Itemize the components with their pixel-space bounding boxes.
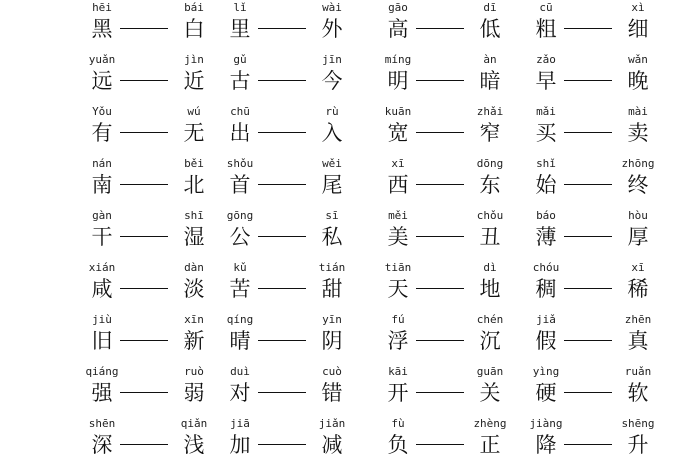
pinyin-left: gàn [92,209,112,222]
pinyin-left: shǒu [226,157,254,170]
pinyin-right: wěi [322,157,342,170]
hanzi-right: 尾 [321,173,343,197]
hanzi-left: 始 [535,173,557,197]
pair-dash [564,132,612,133]
pinyin-right: mài [628,105,648,118]
pair-dash [416,392,464,393]
pair-dash [258,80,306,81]
hanzi-left: 对 [229,381,251,405]
pinyin-right: shēng [621,417,655,430]
pair-dash [416,184,464,185]
pinyin-left: zǎo [536,53,556,66]
pinyin-left: kāi [388,365,408,378]
antonym-pair [516,417,666,469]
hanzi-left: 咸 [91,277,113,301]
pinyin-left: báo [536,209,556,222]
hanzi-right: 窄 [479,121,501,145]
hanzi-right: 升 [627,433,649,457]
pinyin-left: qiáng [85,365,119,378]
antonym-pair [210,261,360,313]
hanzi-right: 地 [479,277,501,301]
pair-dash [120,392,168,393]
hanzi-left: 高 [387,17,409,41]
hanzi-left: 出 [229,121,251,145]
antonym-pair [368,313,518,365]
pinyin-right: zhǎi [476,105,504,118]
antonym-pair [368,417,518,469]
hanzi-right: 浅 [183,433,205,457]
pinyin-right: yīn [322,313,342,326]
hanzi-left: 宽 [387,121,409,145]
pair-dash [120,80,168,81]
hanzi-right: 湿 [183,225,205,249]
pinyin-left: mǎi [536,105,556,118]
hanzi-right: 阴 [321,329,343,353]
pinyin-right: dōng [476,157,504,170]
pinyin-right: xī [631,261,645,274]
hanzi-right: 正 [479,433,501,457]
hanzi-left: 粗 [535,17,557,41]
pinyin-left: Yǒu [92,105,112,118]
pinyin-left: jiā [230,417,250,430]
hanzi-right: 稀 [627,277,649,301]
pinyin-left: kuān [384,105,412,118]
hanzi-right: 新 [183,329,205,353]
pinyin-left: hēi [92,1,112,14]
hanzi-right: 白 [183,17,205,41]
hanzi-right: 淡 [183,277,205,301]
antonym-pair [516,313,666,365]
pair-dash [564,184,612,185]
hanzi-right: 暗 [479,69,501,93]
hanzi-left: 苦 [229,277,251,301]
pinyin-right: wài [322,1,342,14]
hanzi-left: 开 [387,381,409,405]
antonym-pair [516,365,666,417]
hanzi-left: 薄 [535,225,557,249]
pair-dash [258,28,306,29]
antonym-pair [72,1,222,53]
hanzi-right: 丑 [479,225,501,249]
hanzi-left: 强 [91,381,113,405]
antonym-pair [210,157,360,209]
pair-dash [416,28,464,29]
pair-dash [120,236,168,237]
hanzi-right: 厚 [627,225,649,249]
pair-dash [258,340,306,341]
antonym-pair [210,313,360,365]
pair-dash [416,444,464,445]
hanzi-right: 私 [321,225,343,249]
pinyin-right: qiǎn [180,417,208,430]
pinyin-right: jìn [184,53,204,66]
antonym-row [0,313,700,365]
pinyin-right: wǎn [628,53,648,66]
pinyin-right: zhèng [473,417,507,430]
hanzi-left: 假 [535,329,557,353]
pair-dash [564,392,612,393]
hanzi-right: 细 [627,17,649,41]
hanzi-left: 浮 [387,329,409,353]
hanzi-left: 公 [229,225,251,249]
antonym-pair [210,365,360,417]
hanzi-right: 北 [183,173,205,197]
antonym-pair [72,417,222,469]
antonym-pair [72,209,222,261]
pinyin-right: wú [187,105,201,118]
hanzi-right: 无 [183,121,205,145]
pair-dash [564,80,612,81]
antonym-row [0,105,700,157]
hanzi-left: 稠 [535,277,557,301]
hanzi-left: 黑 [91,17,113,41]
hanzi-right: 卖 [627,121,649,145]
pair-dash [416,80,464,81]
pinyin-left: xī [391,157,405,170]
hanzi-left: 美 [387,225,409,249]
pinyin-right: hòu [628,209,648,222]
antonym-pair [72,365,222,417]
hanzi-left: 降 [535,433,557,457]
pinyin-left: shǐ [536,157,556,170]
pinyin-left: tiān [384,261,412,274]
pinyin-right: běi [184,157,204,170]
pinyin-right: ruò [184,365,204,378]
antonym-pair [516,157,666,209]
hanzi-left: 买 [535,121,557,145]
antonym-pair [72,105,222,157]
hanzi-left: 远 [91,69,113,93]
antonym-pair [210,1,360,53]
antonym-row [0,1,700,53]
pinyin-left: cū [539,1,553,14]
pair-dash [120,288,168,289]
pair-dash [564,236,612,237]
pair-dash [120,28,168,29]
hanzi-right: 弱 [183,381,205,405]
pinyin-left: nán [92,157,112,170]
pinyin-left: jiù [92,313,112,326]
antonym-row [0,261,700,313]
antonym-pair [368,209,518,261]
antonym-row [0,417,700,469]
hanzi-left: 里 [229,17,251,41]
hanzi-left: 明 [387,69,409,93]
hanzi-left: 早 [535,69,557,93]
pair-dash [564,444,612,445]
pinyin-left: duì [230,365,250,378]
pinyin-left: chū [230,105,250,118]
pair-dash [416,132,464,133]
pinyin-right: xì [631,1,645,14]
hanzi-left: 天 [387,277,409,301]
hanzi-right: 今 [321,69,343,93]
pinyin-left: lǐ [233,1,247,14]
pair-dash [416,340,464,341]
pinyin-left: gǔ [233,53,247,66]
pinyin-right: dàn [184,261,204,274]
pinyin-left: yìng [532,365,560,378]
hanzi-right: 东 [479,173,501,197]
pinyin-right: zhēn [624,313,652,326]
antonym-pair [516,1,666,53]
pair-dash [258,184,306,185]
pinyin-right: shī [184,209,204,222]
hanzi-left: 旧 [91,329,113,353]
antonym-pair [72,53,222,105]
hanzi-left: 硬 [535,381,557,405]
hanzi-left: 首 [229,173,251,197]
pinyin-left: qíng [226,313,254,326]
hanzi-right: 低 [479,17,501,41]
pair-dash [120,184,168,185]
pair-dash [258,444,306,445]
pinyin-right: zhōng [621,157,655,170]
hanzi-right: 入 [321,121,343,145]
hanzi-left: 深 [91,433,113,457]
pinyin-right: dī [483,1,497,14]
hanzi-right: 减 [321,433,343,457]
hanzi-left: 南 [91,173,113,197]
antonym-pair [368,1,518,53]
antonym-pair [210,105,360,157]
hanzi-right: 外 [321,17,343,41]
pair-dash [564,28,612,29]
hanzi-right: 沉 [479,329,501,353]
pinyin-right: bái [184,1,204,14]
pinyin-right: ruǎn [624,365,652,378]
pinyin-left: fú [391,313,405,326]
pair-dash [258,132,306,133]
pinyin-left: shēn [88,417,116,430]
antonym-pair [72,313,222,365]
pinyin-left: měi [388,209,408,222]
pinyin-left: xián [88,261,116,274]
pair-dash [416,236,464,237]
hanzi-right: 真 [627,329,649,353]
pair-dash [120,444,168,445]
pinyin-right: guān [476,365,504,378]
hanzi-left: 干 [91,225,113,249]
pair-dash [258,288,306,289]
antonym-pair [368,261,518,313]
pinyin-left: yuǎn [88,53,116,66]
pair-dash [258,392,306,393]
pinyin-left: míng [384,53,412,66]
pinyin-right: dì [483,261,497,274]
pair-dash [416,288,464,289]
pinyin-left: kǔ [233,261,247,274]
antonym-pair [516,209,666,261]
hanzi-left: 负 [387,433,409,457]
hanzi-left: 加 [229,433,251,457]
pair-dash [120,132,168,133]
pinyin-left: jiǎ [536,313,556,326]
pinyin-right: xīn [184,313,204,326]
antonym-pair [72,157,222,209]
hanzi-right: 关 [479,381,501,405]
pair-dash [564,288,612,289]
pair-dash [564,340,612,341]
hanzi-right: 甜 [321,277,343,301]
hanzi-right: 晚 [627,69,649,93]
antonym-pair [210,53,360,105]
pinyin-left: chóu [532,261,560,274]
antonym-pair [368,53,518,105]
antonym-row [0,365,700,417]
antonym-pair [210,209,360,261]
hanzi-left: 西 [387,173,409,197]
antonym-pair [516,105,666,157]
pinyin-right: chǒu [476,209,504,222]
antonym-pair [210,417,360,469]
pinyin-left: jiàng [529,417,563,430]
antonym-pair [368,365,518,417]
hanzi-right: 终 [627,173,649,197]
pair-dash [120,340,168,341]
pinyin-right: sī [325,209,339,222]
pair-dash [258,236,306,237]
antonym-pair [516,261,666,313]
pinyin-right: chén [476,313,504,326]
antonym-row [0,157,700,209]
antonym-row [0,53,700,105]
hanzi-right: 软 [627,381,649,405]
hanzi-right: 错 [321,381,343,405]
antonym-pair [72,261,222,313]
pinyin-right: jiǎn [318,417,346,430]
hanzi-left: 晴 [229,329,251,353]
antonym-pair [368,157,518,209]
pinyin-left: gāo [388,1,408,14]
pinyin-right: cuò [322,365,342,378]
pinyin-left: gōng [226,209,254,222]
antonym-pair [516,53,666,105]
pinyin-left: fù [391,417,405,430]
pinyin-right: àn [483,53,497,66]
hanzi-left: 有 [91,121,113,145]
antonym-pair [368,105,518,157]
hanzi-left: 古 [229,69,251,93]
pinyin-right: jīn [322,53,342,66]
pinyin-right: tián [318,261,346,274]
hanzi-right: 近 [183,69,205,93]
pinyin-right: rù [325,105,339,118]
antonym-row [0,209,700,261]
